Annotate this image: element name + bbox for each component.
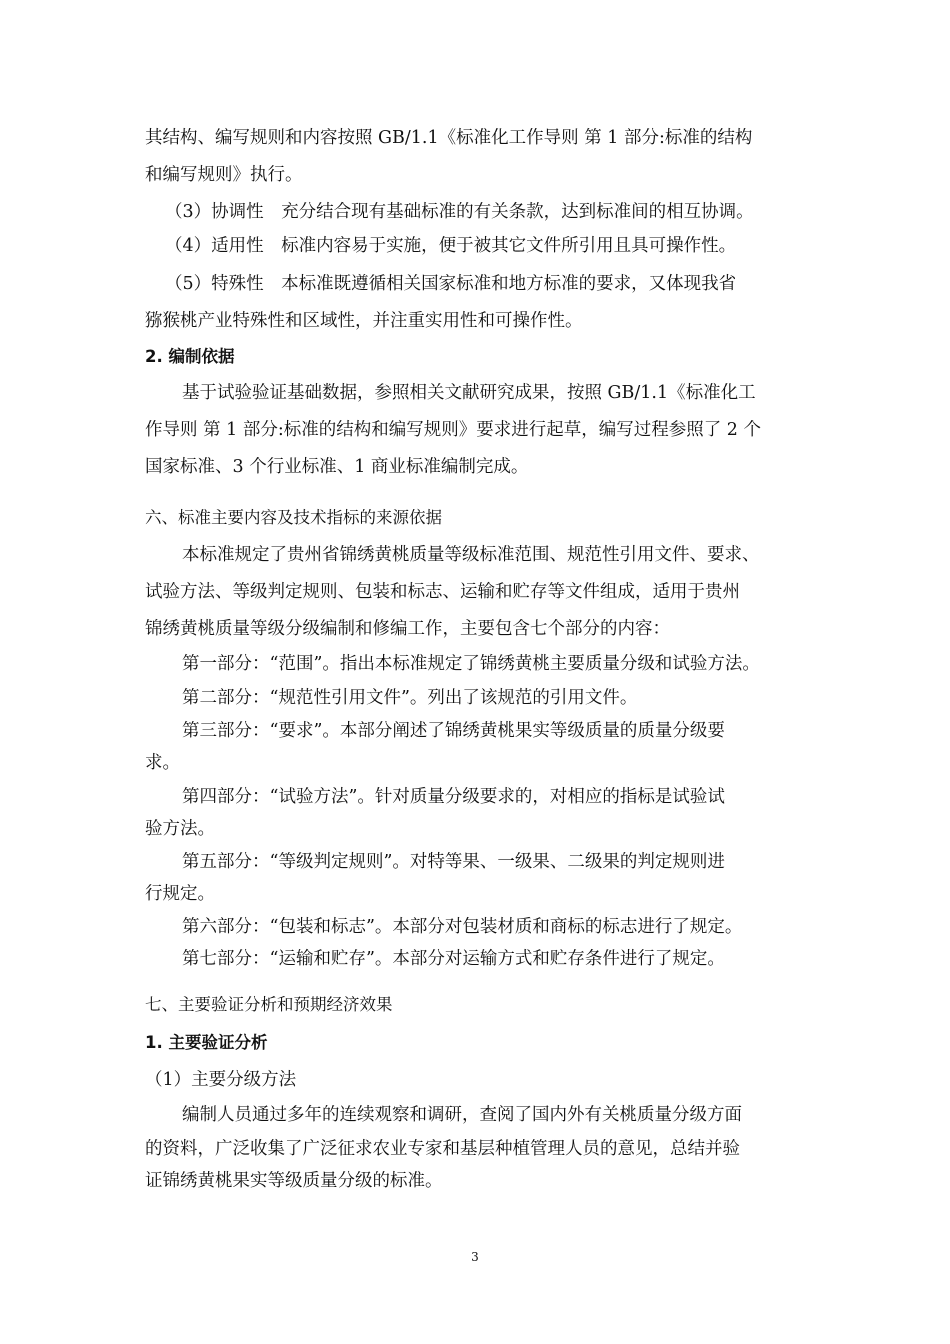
chapter-heading: 七、主要验证分析和预期经济效果 — [145, 995, 393, 1014]
paragraph-line: 猕猴桃产业特殊性和区域性，并注重实用性和可操作性。 — [145, 311, 583, 331]
paragraph-line: 其结构、编写规则和内容按照 GB/1.1《标准化工作导则 第 1 部分:标准的结构 — [145, 128, 753, 148]
section-heading: 2. 编制依据 — [145, 347, 235, 366]
paragraph-line: 基于试验验证基础数据，参照相关文献研究成果，按照 GB/1.1《标准化工 — [182, 383, 756, 403]
part-item: 第六部分：“包装和标志”。本部分对包装材质和商标的标志进行了规定。 — [182, 917, 743, 937]
part-item: 第五部分：“等级判定规则”。对特等果、一级果、二级果的判定规则进 — [182, 852, 725, 872]
paragraph-line: 锦绣黄桃质量等级分级编制和修编工作，主要包含七个部分的内容： — [145, 619, 670, 639]
part-item: 第四部分：“试验方法”。针对质量分级要求的，对相应的指标是试验试 — [182, 787, 725, 807]
page-number: 3 — [471, 1250, 479, 1264]
paragraph-line: 国家标准、3 个行业标准、1 商业标准编制完成。 — [145, 457, 529, 477]
part-item: 第一部分：“范围”。指出本标准规定了锦绣黄桃主要质量分级和试验方法。 — [182, 654, 760, 674]
list-item-applicability: （4）适用性 标准内容易于实施，便于被其它文件所引用且具可操作性。 — [165, 236, 737, 256]
part-item: 第七部分：“运输和贮存”。本部分对运输方式和贮存条件进行了规定。 — [182, 949, 725, 969]
paragraph-line: 证锦绣黄桃果实等级质量分级的标准。 — [145, 1171, 443, 1191]
paragraph-line: 和编写规则》执行。 — [145, 165, 303, 185]
paragraph-line: 的资料，广泛收集了广泛征求农业专家和基层种植管理人员的意见，总结并验 — [145, 1139, 740, 1159]
chapter-heading: 六、标准主要内容及技术指标的来源依据 — [145, 508, 442, 527]
paragraph-line: 编制人员通过多年的连续观察和调研，查阅了国内外有关桃质量分级方面 — [182, 1105, 742, 1125]
paragraph-line: 本标准规定了贵州省锦绣黄桃质量等级标准范围、规范性引用文件、要求、 — [182, 545, 760, 565]
paragraph-line: 行规定。 — [145, 884, 215, 904]
list-item-coordination: （3）协调性 充分结合现有基础标准的有关条款，达到标准间的相互协调。 — [165, 202, 754, 222]
part-item: 第二部分：“规范性引用文件”。列出了该规范的引用文件。 — [182, 688, 638, 708]
subsection-heading: （1）主要分级方法 — [145, 1070, 297, 1090]
paragraph-line: 求。 — [145, 753, 180, 773]
paragraph-line: 验方法。 — [145, 819, 215, 839]
section-heading: 1. 主要验证分析 — [145, 1033, 268, 1052]
paragraph-line: 作导则 第 1 部分:标准的结构和编写规则》要求进行起草，编写过程参照了 2 个 — [145, 420, 761, 440]
paragraph-line: 试验方法、等级判定规则、包装和标志、运输和贮存等文件组成，适用于贵州 — [145, 582, 740, 602]
list-item-specificity: （5）特殊性 本标准既遵循相关国家标准和地方标准的要求，又体现我省 — [165, 274, 737, 294]
part-item: 第三部分：“要求”。本部分阐述了锦绣黄桃果实等级质量的质量分级要 — [182, 721, 725, 741]
